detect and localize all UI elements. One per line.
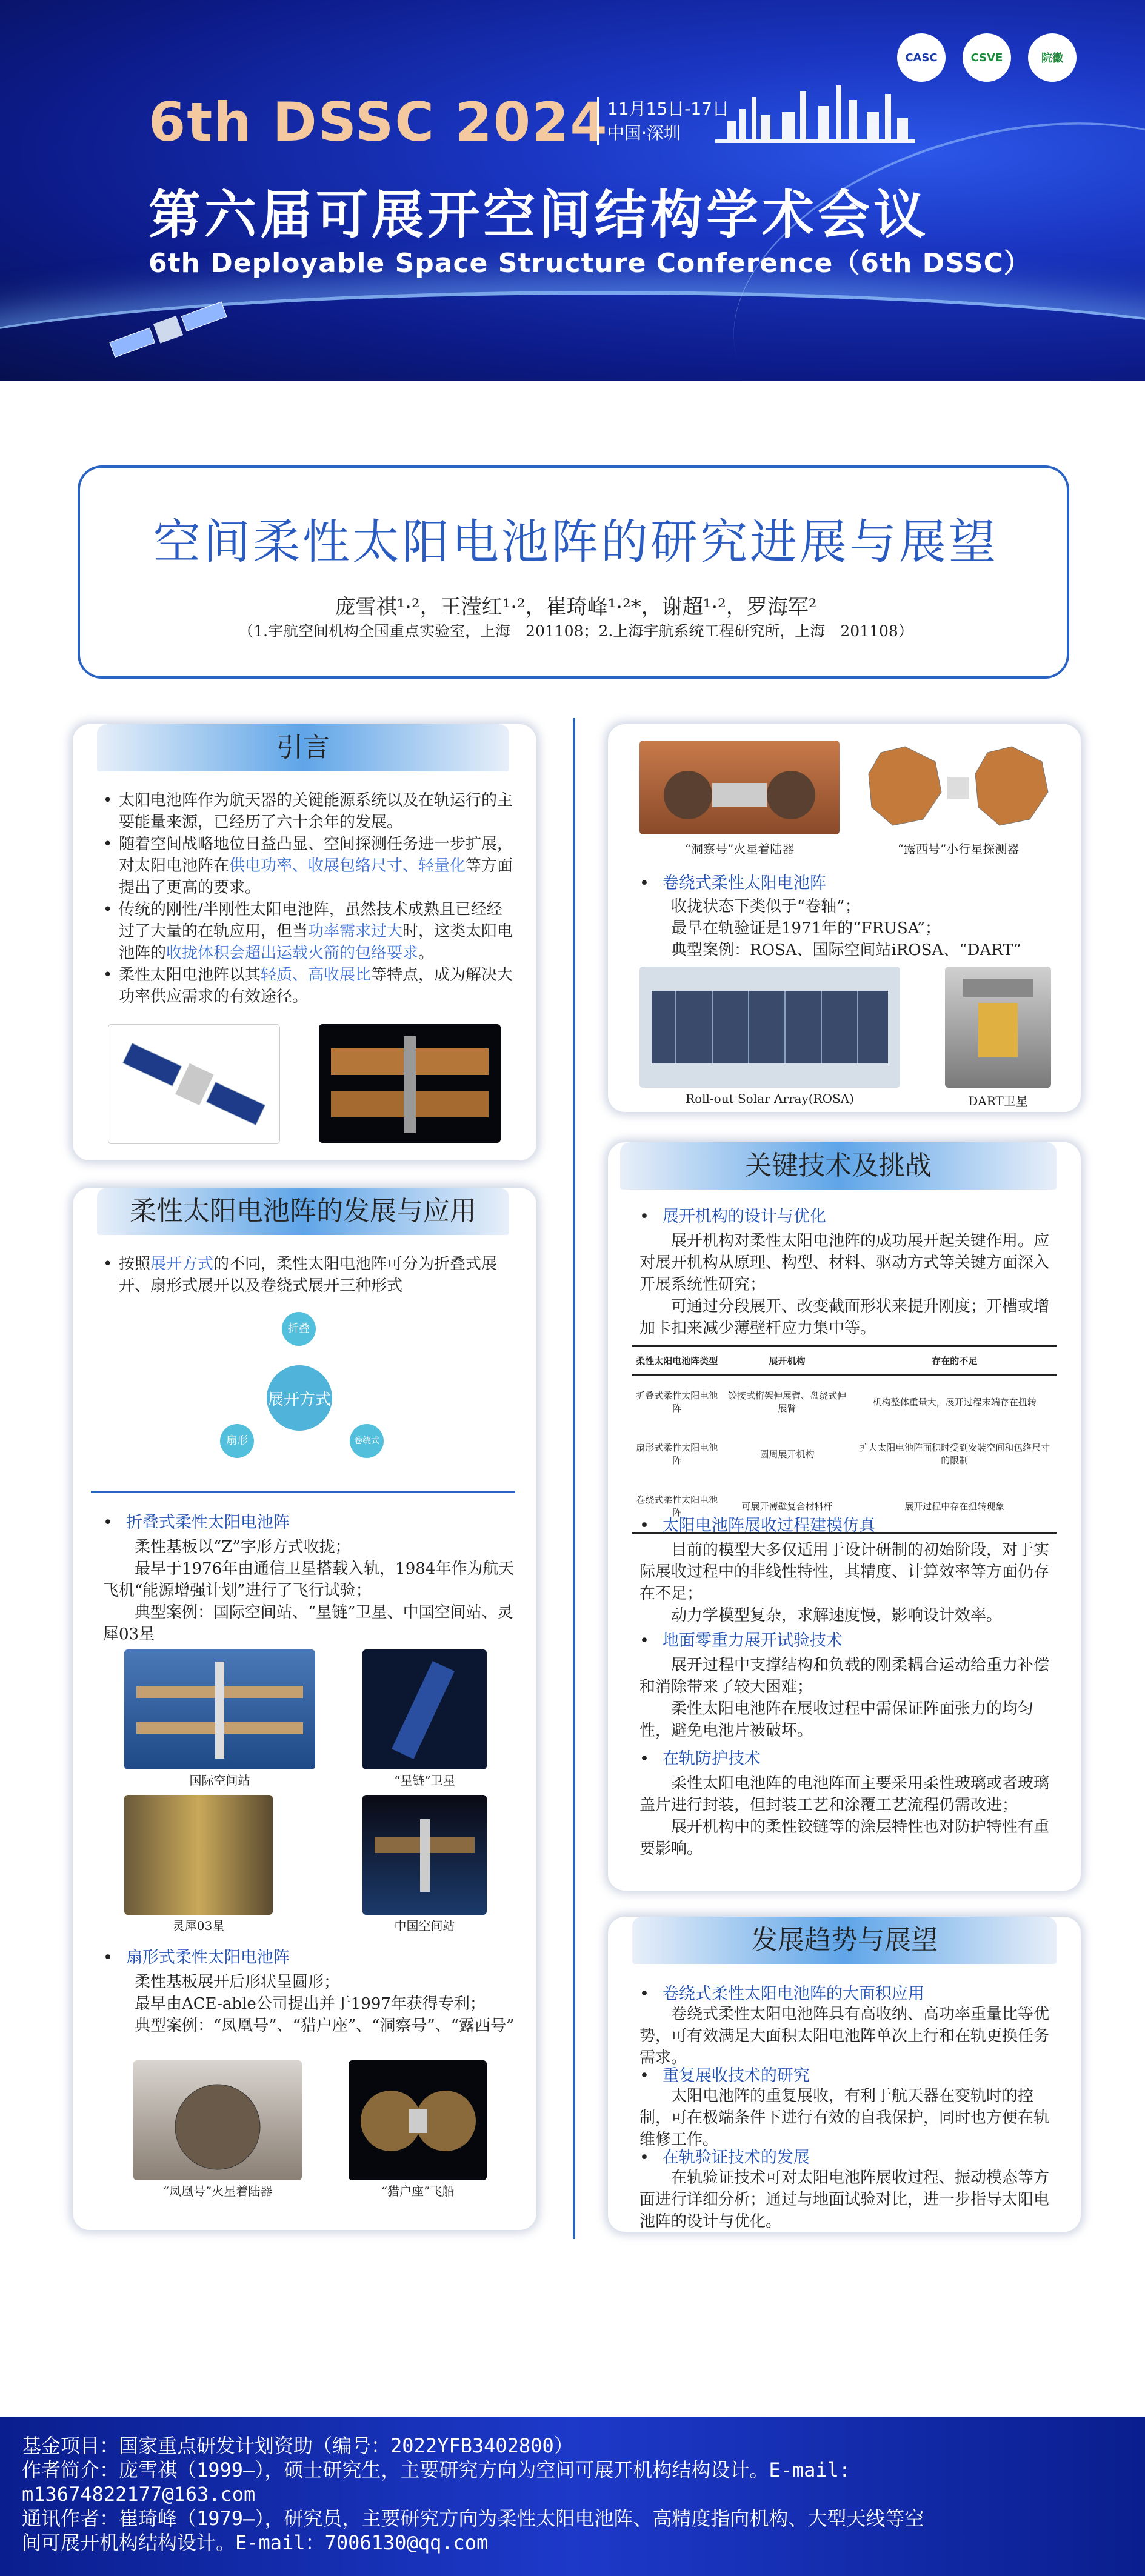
author-email: m13674822177@163.com <box>22 2483 256 2506</box>
roll-line: 最早在轨验证是1971年的“FRUSA”； <box>671 919 941 937</box>
phoenix-caption: “凤凰号”火星着陆器 <box>162 2184 273 2198</box>
paper-affiliation: （1.宇航空间机构全国重点实验室，上海 201108；2.上海宇航系统工程研究所，上海 201108） <box>238 622 913 640</box>
diagram-node-fold: 折叠 <box>282 1312 316 1346</box>
lucy-image <box>856 741 1060 834</box>
zero-g-line: 柔性太阳电池阵在展收过程中需保证阵面张力的均匀性，避免电池片被破坏。 <box>639 1700 1034 1740</box>
section-rule <box>91 1491 515 1493</box>
intro-panel <box>73 724 536 1160</box>
development-panel <box>73 1188 536 2230</box>
table-cell: 机构整体重量大，展开过程末端存在扭转 <box>872 1396 1037 1408</box>
trend-text: 太阳电池阵的重复展收，有利于航天器在变轨时的控制，可在极端条件下进行有效的自我保护，同时也方便在轨维修工作。 <box>639 2087 1050 2149</box>
lingxi-image <box>124 1795 273 1915</box>
intro-heading: 引言 <box>97 724 509 771</box>
date-line: 11月15日-17日 <box>607 99 729 119</box>
author-bio-line: 作者简介：庞雪祺（1999—），硕士研究生，主要研究方向为空间可展开机构结构设计。E-mail: <box>22 2458 851 2481</box>
rosa-image <box>639 967 900 1088</box>
footer <box>0 2417 1145 2576</box>
conference-brand: 6th DSSC 2024 <box>149 91 609 153</box>
fan-line: 柔性基板展开后形状呈圆形； <box>135 1973 340 1991</box>
mechanism-title: • 展开机构的设计与优化 <box>639 1203 826 1226</box>
dart-image <box>945 967 1051 1088</box>
lingxi-caption: 灵犀03星 <box>172 1919 225 1933</box>
trend-text: 在轨验证技术可对太阳电池阵展收过程、振动模态等方面进行详细分析；通过与地面试验对比，进一步指导太阳电池阵的设计与优化。 <box>639 2169 1050 2231</box>
phoenix-image <box>133 2060 302 2180</box>
trend-title: • 卷绕式柔性太阳电池阵的大面积应用 <box>639 1980 924 2004</box>
table-cell: 折叠式柔性太阳电池阵 <box>636 1390 718 1414</box>
orion-caption: “猎户座”飞船 <box>381 2184 455 2198</box>
conference-banner <box>0 0 1145 381</box>
simulation-title: • 太阳电池阵展收过程建模仿真 <box>639 1512 875 1536</box>
intro-list <box>103 790 515 1008</box>
protection-title: • 在轨防护技术 <box>639 1745 761 1769</box>
starlink-image <box>362 1649 487 1769</box>
orion-image <box>349 2060 487 2180</box>
table-cell: 扇形式柔性太阳电池阵 <box>636 1442 718 1466</box>
table-row <box>632 1428 1057 1480</box>
paper-authors: 庞雪祺¹·²，王滢红¹·²，崔琦峰¹·²*，谢超¹·²，罗海军² <box>335 595 817 619</box>
trends-heading: 发展趋势与展望 <box>632 1917 1057 1964</box>
rosa-caption: Roll-out Solar Array(ROSA) <box>686 1091 854 1106</box>
city-skyline-icon <box>715 79 915 158</box>
dart-caption: DART卫星 <box>968 1094 1028 1108</box>
table-header: 存在的不足 <box>852 1346 1057 1376</box>
intro-item: • 太阳电池阵作为航天器的关键能源系统以及在轨运行的主要能量来源，已经历了六十余年的发展。 <box>103 790 515 833</box>
protection-line: 展开机构中的柔性铰链等的涂层特性也对防护特性有重要影响。 <box>639 1818 1050 1858</box>
fan-line: 典型案例：“凤凰号”、“猎户座”、“洞察号”、“露西号” <box>135 2017 515 2035</box>
trends-panel <box>608 1917 1081 2232</box>
simulation-line: 动力学模型复杂，求解速度慢，影响设计效率。 <box>671 1606 1003 1625</box>
diagram-node-roll: 卷绕式 <box>350 1424 384 1458</box>
folding-line: 最早于1976年由通信卫星搭载入轨，1984年作为航天飞机“能源增强计划”进行了飞行试验； <box>103 1560 515 1600</box>
csve-logo: CSVE <box>963 33 1011 82</box>
conference-title-cn: 第六届可展开空间结构学术会议 <box>149 185 929 245</box>
satellite-image <box>108 1024 280 1144</box>
table-header-row <box>632 1346 1057 1376</box>
table-cell: 铰接式桁架伸展臂、盘绕式伸展臂 <box>727 1390 846 1414</box>
conference-title-en: 6th Deployable Space Structure Conference（6th DSSC） <box>149 248 1031 279</box>
trend-text: 卷绕式柔性太阳电池阵具有高收纳、高功率重量比等优势，可有效满足大面积太阳电池阵单次上行和在轨更换任务需求。 <box>639 2005 1050 2067</box>
starlink-caption: “星链”卫星 <box>394 1773 455 1788</box>
trend-title: • 重复展收技术的研究 <box>639 2062 810 2086</box>
conference-date <box>597 97 729 145</box>
intro-item: • 传统的刚性/半刚性太阳电池阵，虽然技术成熟且已经经过了大量的在轨应用，但当功率需求过大时，这类太阳电池阵的收拢体积会超出运载火箭的包络要求。 <box>103 899 515 964</box>
insight-caption: “洞察号”火星着陆器 <box>684 842 795 856</box>
corresponding-line: 通讯作者：崔琦峰（1979—），研究员，主要研究方向为柔性太阳电池阵、高精度指向机构、大型天线等空 <box>22 2507 924 2530</box>
intro-item: • 随着空间战略地位日益凸显、空间探测任务进一步扩展，对太阳电池阵在供电功率、收展包络尺寸、轻量化等方面提出了更高的要求。 <box>103 833 515 899</box>
diagram-node-fan: 扇形 <box>220 1424 254 1458</box>
table-cell: 可展开薄壁复合材料杆 <box>721 1480 852 1533</box>
iss-image <box>124 1649 315 1769</box>
key-tech-heading: 关键技术及挑战 <box>620 1142 1057 1190</box>
insight-image <box>639 741 840 834</box>
table-header: 柔性太阳电池阵类型 <box>632 1346 721 1376</box>
diagram-center: 展开方式 <box>267 1365 332 1431</box>
trend-title: • 在轨验证技术的发展 <box>639 2144 810 2168</box>
table-cell: 卷绕式柔性太阳电池阵 <box>632 1480 721 1533</box>
zero-g-title: • 地面零重力展开试验技术 <box>639 1627 843 1651</box>
table-cell: 展开过程中存在扭转现象 <box>852 1480 1057 1533</box>
corresponding-email: 间可展开机构结构设计。E-mail：7006130@qq.com <box>22 2531 489 2554</box>
column-divider <box>573 718 575 2239</box>
iss-caption: 国际空间站 <box>189 1773 250 1788</box>
tiangong-image <box>362 1795 487 1915</box>
folding-line: 柔性基板以“Z”字形方式收拢； <box>135 1538 351 1556</box>
fan-line: 最早由ACE-able公司提出并于1997年获得专利； <box>135 1995 486 2013</box>
iss-solar-array-image <box>319 1024 501 1143</box>
roll-line: 收拢状态下类似于“卷轴”； <box>671 897 861 916</box>
paper-title: 空间柔性太阳电池阵的研究进展与展望 <box>153 515 998 570</box>
funding-line: 基金项目：国家重点研发计划资助（编号：2022YFB3402800） <box>22 2434 573 2457</box>
intro-item: • 柔性太阳电池阵以其轻质、高收展比等特点，成为解决大功率供应需求的有效途径。 <box>103 964 515 1008</box>
table-cell: 扩大太阳电池阵面积时受到安装空间和包络尺寸的限制 <box>859 1442 1050 1466</box>
protection-line: 柔性太阳电池阵的电池阵面主要采用柔性玻璃或者玻璃盖片进行封装，但封装工艺和涂覆工艺流程仍需改进； <box>639 1774 1050 1814</box>
roll-line: 典型案例：ROSA、国际空间站iROSA、“DART” <box>671 941 1021 959</box>
table-header: 展开机构 <box>721 1346 852 1376</box>
folding-title: • 折叠式柔性太阳电池阵 <box>103 1509 290 1533</box>
key-tech-panel <box>608 1142 1081 1891</box>
development-heading: 柔性太阳电池阵的发展与应用 <box>97 1188 509 1235</box>
fan-title: • 扇形式柔性太阳电池阵 <box>103 1944 290 1968</box>
lucy-caption: “露西号”小行星探测器 <box>897 842 1020 856</box>
folding-line: 典型案例：国际空间站、“星链”卫星、中国空间站、灵犀03星 <box>103 1603 513 1643</box>
mechanism-line: 可通过分段展开、改变截面形状来提升刚度；开槽或增加卡扣来减少薄壁杆应力集中等。 <box>639 1297 1050 1337</box>
development-intro: • 按照展开方式的不同，柔性太阳电池阵可分为折叠式展开、扇形式展开以及卷绕式展开三种形式 <box>103 1253 515 1297</box>
mechanism-line: 展开机构对柔性太阳电池阵的成功展开起关键作用。应对展开机构从原理、构型、材料、驱动方式等关键方面深入开展系统性研究； <box>639 1232 1050 1294</box>
tiangong-caption: 中国空间站 <box>394 1919 455 1933</box>
table-row <box>632 1375 1057 1428</box>
location-line: 中国·深圳 <box>607 123 681 143</box>
mechanism-table <box>632 1345 1057 1534</box>
paper-title-box <box>78 465 1069 679</box>
roll-title: • 卷绕式柔性太阳电池阵 <box>639 870 826 893</box>
satellite-icon <box>109 297 230 364</box>
table-cell: 圆周展开机构 <box>759 1448 815 1460</box>
zero-g-line: 展开过程中支撑结构和负载的刚柔耦合运动给重力补偿和消除带来了较大困难； <box>639 1656 1050 1696</box>
casc-logo: CASC <box>897 33 946 82</box>
deploy-type-diagram <box>209 1312 397 1457</box>
simulation-line: 目前的模型大多仅适用于设计研制的初始阶段，对于实际展收过程中的非线性特性，其精度、计算效率等方面仍存在不足； <box>639 1541 1050 1603</box>
institute-logo: 院徽 <box>1028 33 1077 82</box>
roll-panel <box>608 724 1081 1112</box>
